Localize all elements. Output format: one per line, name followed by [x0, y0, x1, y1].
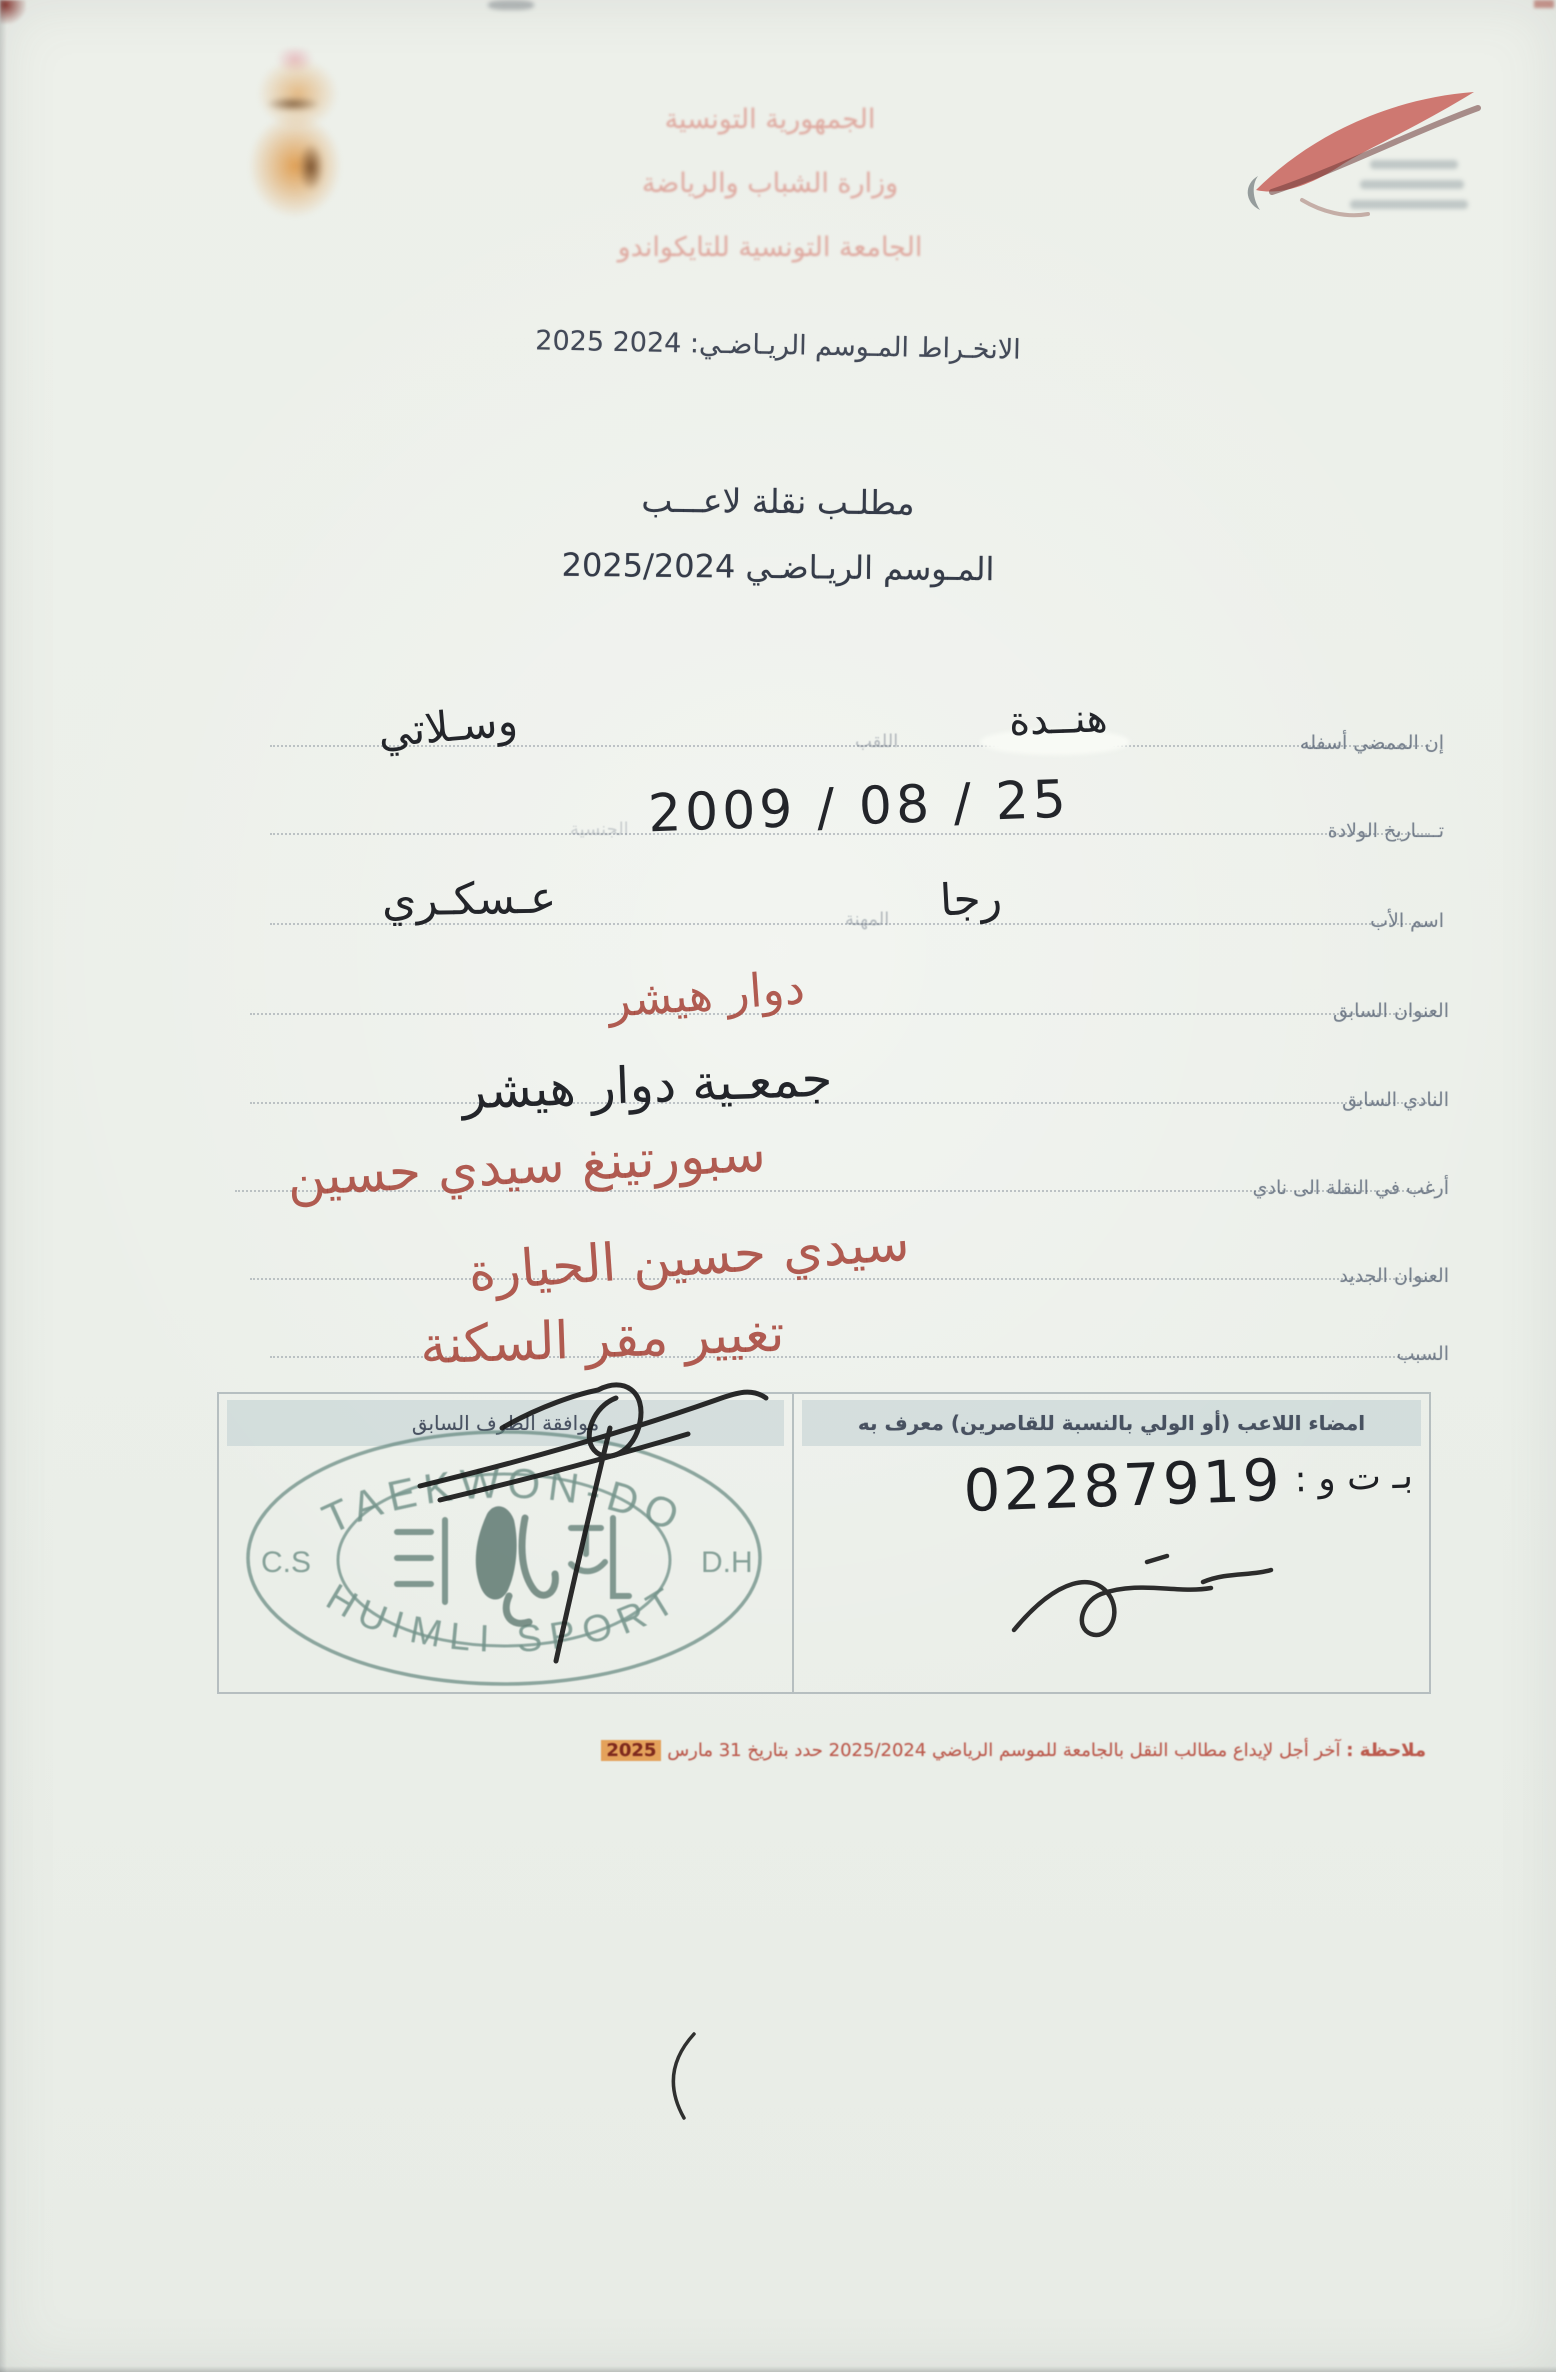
- form-row-reason: [270, 1268, 1449, 1377]
- field-value-father-name: رجا: [938, 872, 1004, 927]
- field-value-profession: عـسكـري: [381, 872, 557, 927]
- signature-table: [217, 1392, 1431, 1694]
- federation-logo: [1242, 72, 1492, 247]
- field-value-reason: تغيير مقر السكنة: [419, 1303, 786, 1377]
- field-value-surname: وسـلاتي: [376, 696, 520, 757]
- stamp-text-right: D.H: [701, 1546, 753, 1579]
- note-highlight-year: 2025: [601, 1740, 661, 1761]
- form-row-new-address: [250, 1190, 1449, 1304]
- player-signature-cell: [794, 1394, 1429, 1692]
- scan-speck: [1534, 0, 1554, 8]
- field-value-previous-club: جمعـية دوار هيشر: [461, 1049, 834, 1121]
- field-label-new-address: العنوان الجديد: [1339, 1265, 1449, 1287]
- form-row-birthdate: [270, 745, 1444, 845]
- stamp-text-bottom: HUIMLI SPORT: [319, 1576, 690, 1661]
- letterhead-ministry: وزارة الشباب والرياضة: [641, 168, 899, 199]
- field-value-previous-address: دوار هيشر: [606, 960, 807, 1028]
- form-subtitle: المـوسم الريـاضـي 2025/2024: [561, 545, 995, 589]
- field-label-profession: المهنة: [845, 909, 890, 930]
- field-label-reason: السبب: [1396, 1343, 1449, 1365]
- field-label-birthdate: تــــاريخ الولادة: [1327, 820, 1444, 842]
- stamp-text-top: TAEKWON-DO: [315, 1459, 693, 1543]
- previous-club-approval-cell: [219, 1394, 794, 1692]
- id-card-abbreviation: بـ ت و :: [1293, 1454, 1414, 1500]
- field-value-birthdate: 2009 / 08 / 25: [647, 769, 1071, 845]
- form-row-undersigned: [270, 657, 1444, 757]
- field-label-previous-club: النادي السابق: [1342, 1089, 1449, 1111]
- pen-mark-parenthesis: [652, 2028, 712, 2128]
- id-card-number: 02287919: [962, 1445, 1284, 1526]
- field-value-first-name: هنــدة: [1008, 695, 1109, 745]
- letterhead-republic: الجمهورية التونسية: [664, 104, 876, 135]
- stamp-text-left: C.S: [261, 1546, 312, 1579]
- scan-smudge: [488, 0, 534, 10]
- field-label-father-name: اسم الأب: [1370, 910, 1444, 932]
- form-row-previous-address: [250, 925, 1449, 1028]
- field-label-surname: اللقب: [855, 731, 899, 752]
- form-row-target-club: [235, 1102, 1449, 1209]
- player-signature: [999, 1552, 1299, 1672]
- form-row-previous-club: [250, 1014, 1449, 1121]
- red-letterhead: [560, 88, 980, 280]
- field-value-target-club: سبورتينغ سيدي حسين: [285, 1123, 768, 1209]
- previous-club-approval-header: موافقة الطرف السابق: [227, 1400, 784, 1446]
- club-representative-signature: [384, 1366, 814, 1706]
- field-label-undersigned: إن الممضي أسفله: [1300, 732, 1444, 754]
- deadline-note: [601, 1740, 1426, 1761]
- form-row-father: [270, 835, 1444, 932]
- letterhead-federation: الجامعة التونسية للتايكواندو: [617, 232, 923, 263]
- enrollment-season-line: الانخـراط المـوسم الريـاضـي: 2024 2025: [535, 325, 1021, 366]
- note-label: ملاحظة :: [1346, 1740, 1426, 1761]
- field-label-target-club: أرغب في النقلة الى نادي: [1252, 1177, 1449, 1199]
- logo-text-placeholder: [1350, 160, 1468, 209]
- taekwondo-swoosh-icon: [1248, 92, 1478, 215]
- player-signature-header: امضاء اللاعب (أو الولي بالنسبة للقاصرين) معرف به: [802, 1400, 1421, 1446]
- scan-edge-shadow: [0, 0, 7, 2372]
- tunisia-coat-of-arms: [225, 48, 365, 238]
- scan-bottom-shadow: [0, 2366, 1556, 2372]
- field-value-new-address: سيدي حسين الحيارة: [466, 1212, 912, 1304]
- field-label-previous-address: العنوان السابق: [1333, 1000, 1449, 1022]
- form-title: مطلـب نقلة لاعـــب: [641, 480, 915, 523]
- note-body: آخر أجل لإيداع مطالب النقل بالجامعة للموسم الرياضي 2025/2024 حدد بتاريخ 31 مارس: [667, 1740, 1341, 1761]
- field-label-nationality: الجنسية: [570, 819, 629, 840]
- player-id-line: [803, 1441, 1414, 1530]
